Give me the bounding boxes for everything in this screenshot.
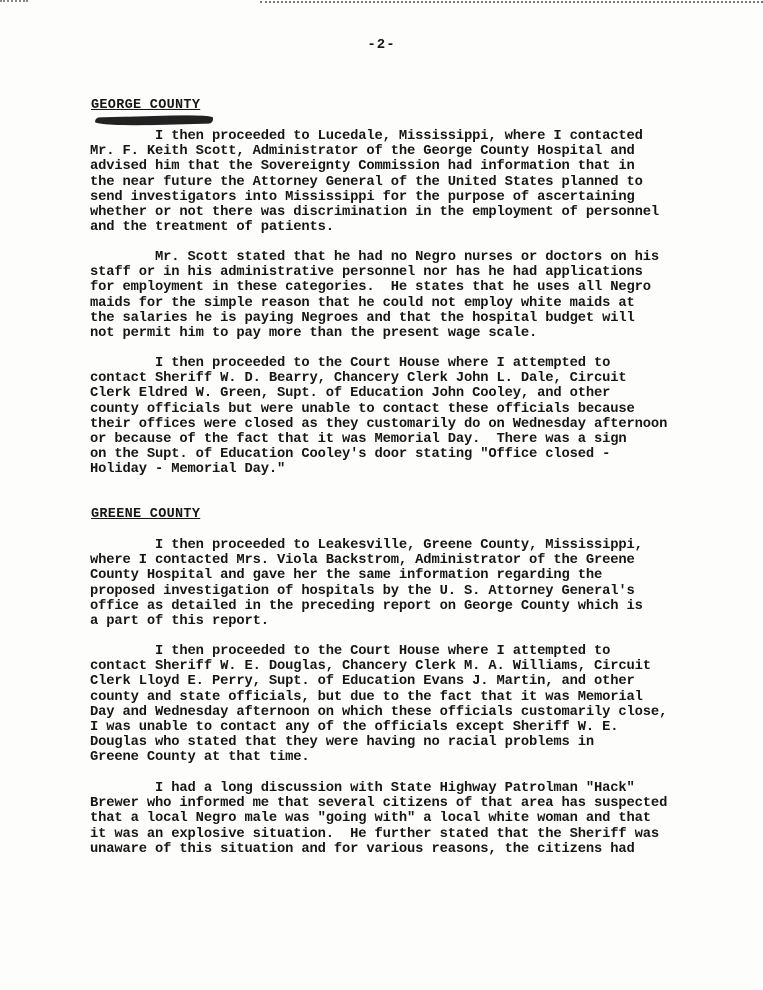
text-line: proposed investigation of hospitals by the U. S. Attorney General's — [90, 583, 635, 599]
text-line: Clerk Lloyd E. Perry, Supt. of Education Evans J. Martin, and other — [90, 674, 635, 690]
text-line: it was an explosive situation. He further stated that the Sheriff was — [90, 826, 660, 842]
text-line: county and state officials, but due to the fact that it was Memorial — [90, 689, 643, 705]
text-line: contact Sheriff W. E. Douglas, Chancery Clerk M. A. Williams, Circuit — [90, 659, 651, 675]
text-line: Mr. F. Keith Scott, Administrator of the George County Hospital and — [90, 144, 635, 160]
text-line: Brewer who informed me that several citizens of that area has suspected — [90, 796, 668, 812]
text-line: whether or not there was discrimination in the employment of personnel — [90, 205, 660, 221]
text-line: the near future the Attorney General of the United States planned to — [90, 174, 643, 190]
text-line: the salaries he is paying Negroes and that the hospital budget will — [90, 310, 635, 326]
paragraph — [90, 644, 740, 766]
text-line: and the treatment of patients. — [90, 220, 334, 236]
text-line: County Hospital and gave her the same information regarding the — [90, 568, 603, 584]
text-line: I then proceeded to Lucedale, Mississippi, where I contacted — [90, 129, 643, 144]
paragraph — [90, 781, 740, 857]
text-line: Day and Wednesday afternoon on which these officials customarily close, — [90, 704, 668, 720]
text-line: not permit him to pay more than the present wage scale. — [90, 326, 538, 342]
text-line: I was unable to contact any of the officials except Sheriff W. E. — [90, 720, 619, 736]
paragraph — [90, 250, 740, 341]
text-line: unaware of this situation and for various reasons, the citizens had — [90, 841, 635, 857]
text-line: I had a long discussion with State Highway Patrolman "Hack" — [90, 781, 635, 796]
page-number: -2- — [367, 37, 396, 53]
text-line: advised him that the Sovereignty Commission had information that in — [90, 159, 635, 175]
paragraph — [90, 356, 740, 478]
text-line: office as detailed in the preceding report on George County which is — [90, 598, 643, 614]
text-line: I then proceeded to the Court House where I attempted to — [90, 356, 611, 371]
text-line: Holiday - Memorial Day." — [90, 462, 286, 478]
pen-mark — [95, 114, 213, 126]
section-heading-george-county: GEORGE COUNTY — [91, 98, 201, 113]
text-line: staff or in his administrative personnel nor has he had applications — [90, 265, 643, 281]
text-line: send investigators into Mississippi for the purpose of ascertaining — [90, 189, 635, 205]
text-line: a part of this report. — [90, 614, 269, 630]
text-line: maids for the simple reason that he could not employ white maids at — [90, 295, 635, 311]
paragraph — [90, 538, 740, 629]
text-line: I then proceeded to Leakesville, Greene County, Mississippi, — [90, 538, 643, 553]
text-line: where I contacted Mrs. Viola Backstrom, Administrator of the Greene — [90, 553, 635, 569]
text-line: Greene County at that time. — [90, 750, 310, 766]
text-line: county officials but were unable to contact these officials because — [90, 401, 635, 417]
text-line: contact Sheriff W. D. Bearry, Chancery Clerk John L. Dale, Circuit — [90, 371, 627, 387]
text-line: Clerk Eldred W. Green, Supt. of Education John Cooley, and other — [90, 386, 611, 402]
text-line: for employment in these categories. He states that he uses all Negro — [90, 280, 651, 296]
top-edge-rule — [260, 1, 763, 6]
section-heading-greene-county: GREENE COUNTY — [91, 507, 201, 522]
text-line: Douglas who stated that they were having no racial problems in — [90, 735, 595, 751]
paragraph — [90, 129, 740, 235]
text-line: their offices were closed as they customarily do on Wednesday afternoon — [90, 416, 668, 432]
text-line: I then proceeded to the Court House where I attempted to — [90, 644, 611, 659]
text-line: or because of the fact that it was Memorial Day. There was a sign — [90, 432, 627, 448]
text-line: on the Supt. of Education Cooley's door stating "Office closed - — [90, 447, 611, 463]
text-line: Mr. Scott stated that he had no Negro nurses or doctors on his — [90, 250, 660, 265]
text-line: that a local Negro male was "going with" a local white woman and that — [90, 811, 651, 827]
top-edge-mark — [0, 0, 28, 5]
